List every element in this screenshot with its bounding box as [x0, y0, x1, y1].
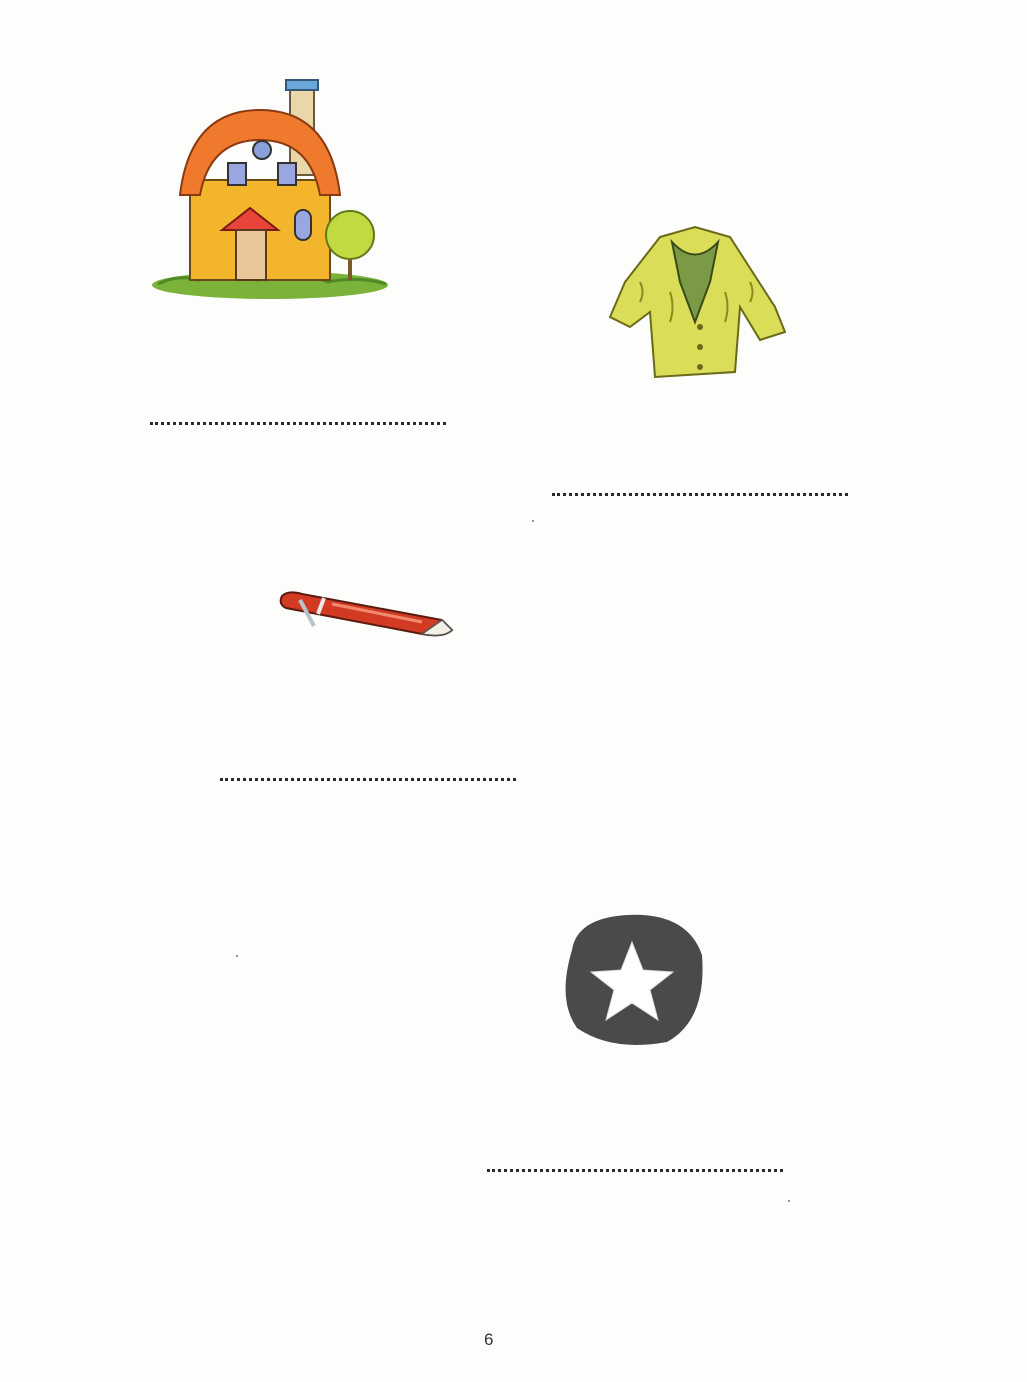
shirt-picture — [600, 222, 790, 382]
answer-line-shirt[interactable] — [552, 493, 848, 496]
answer-line-pen[interactable] — [220, 778, 516, 781]
star-picture — [557, 910, 707, 1050]
house-picture — [150, 70, 390, 310]
print-speck — [788, 1200, 790, 1202]
answer-line-house[interactable] — [150, 422, 446, 425]
pen-picture — [272, 586, 458, 642]
print-speck — [236, 955, 238, 957]
page-number: 6 — [484, 1330, 494, 1349]
print-speck — [532, 520, 534, 522]
answer-line-star[interactable] — [487, 1169, 783, 1172]
